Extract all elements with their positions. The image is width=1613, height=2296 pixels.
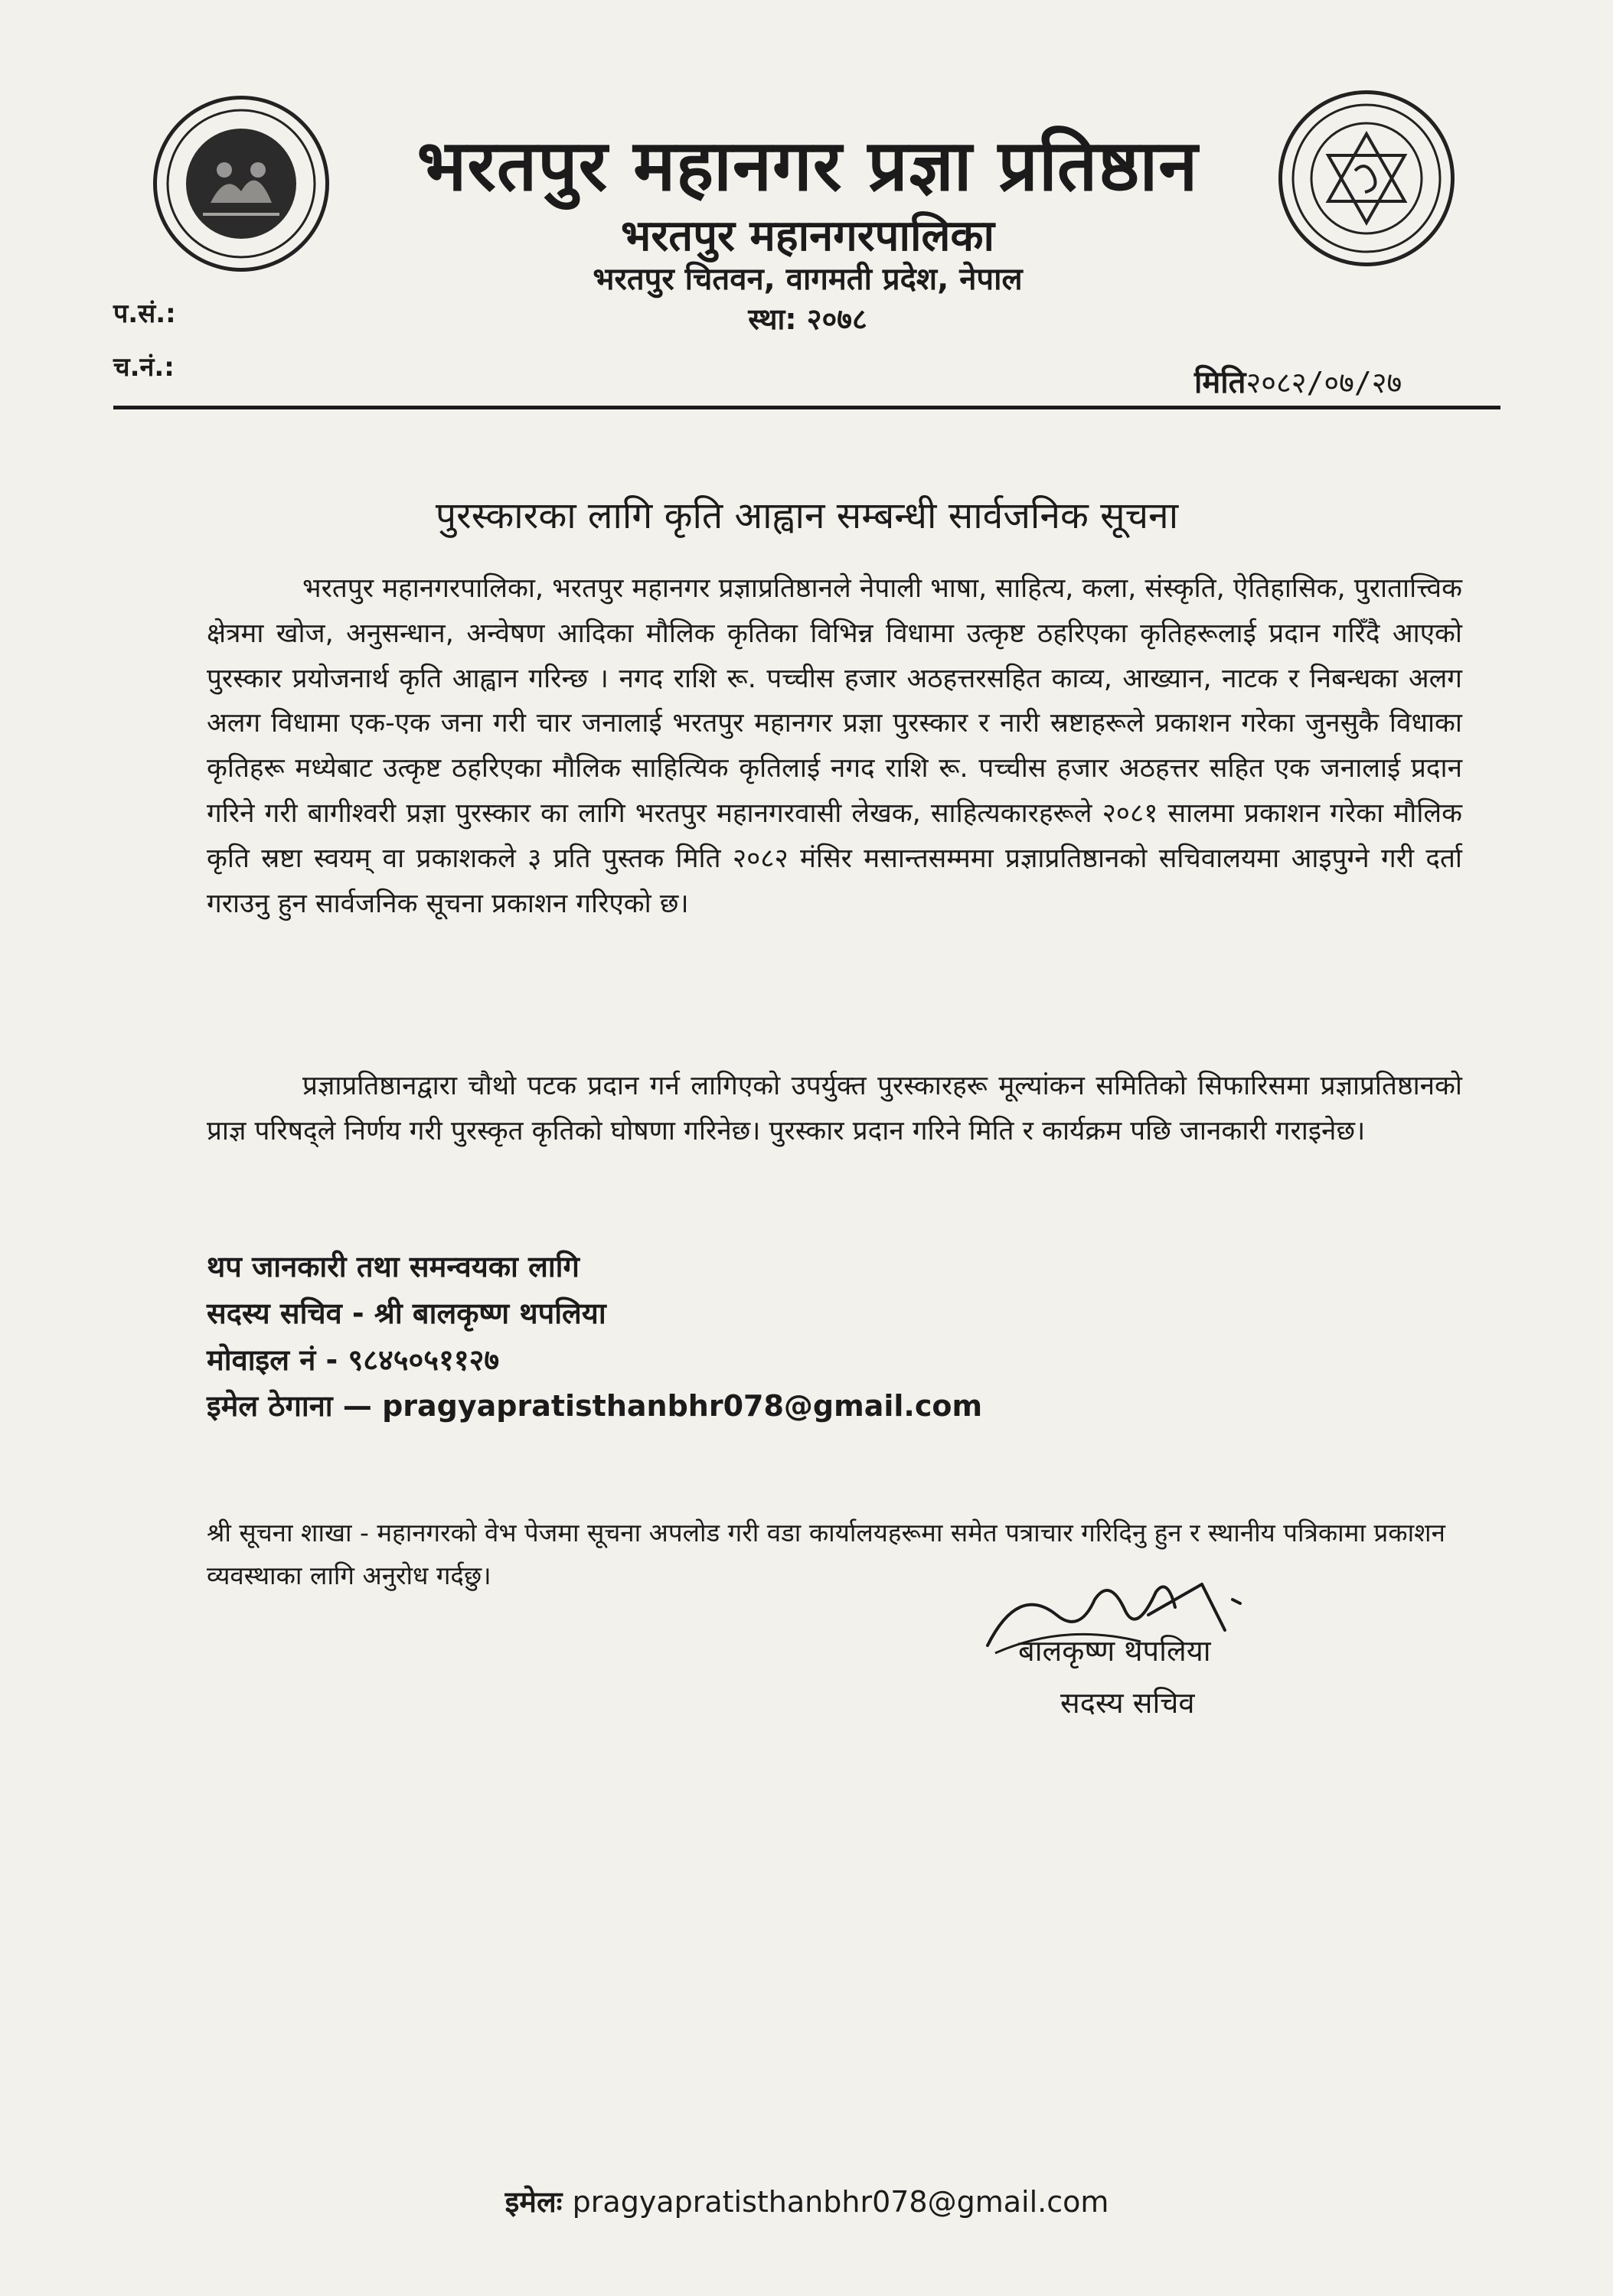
- header-divider: [113, 406, 1500, 409]
- contact-block: [207, 1244, 982, 1430]
- signatory-name: बालकृष्ण थपलिया: [1018, 1634, 1211, 1668]
- reference-number-label: प.सं.:: [113, 298, 176, 329]
- dispatch-number-label: च.नं.:: [113, 352, 175, 383]
- signatory-role: सदस्य सचिव: [1060, 1686, 1195, 1720]
- date-value: २०८२/०७/२७: [1246, 366, 1402, 400]
- footer-email: [113, 2181, 1500, 2221]
- established-year: स्था: २०७८: [748, 302, 867, 336]
- notice-paragraph-1: भरतपुर महानगरपालिका, भरतपुर महानगर प्रज्ञाप्रतिष्ठानले नेपाली भाषा, साहित्य, कला, संस्कृति, ऐतिहासिक, पुरातात्त्विक क्षेत्रमा खोज, अनुसन्धान, अन्वेषण आदिका मौलिक कृतिका विभिन्न विधामा उत्कृष्ट ठहरिएका कृतिहरूलाई प्रदान गरिँदै आएको पुरस्कार प्रयोजनार्थ कृति आह्वान गरिन्छ । नगद राशि रू. पच्चीस हजार अठहत्तरसहित काव्य, आख्यान, नाटक र निबन्धका अलग अलग विधामा एक-एक जना गरी चार जनालाई भरतपुर महानगर प्रज्ञा पुरस्कार र नारी स्रष्टाहरूले प्रकाशन गरेका जुनसुकै विधाका कृतिहरू मध्येबाट उत्कृष्ट ठहरिएका मौलिक साहित्यिक कृतिलाई नगद राशि रू. पच्चीस हजार अठहत्तर सहित एक जनालाई प्रदान गरिने गरी बागीश्वरी प्रज्ञा पुरस्कार का लागि भरतपुर महानगरवासी लेखक, साहित्यकारहरूले २०८१ सालमा प्रकाशन गरेका मौलिक कृति स्रष्टा स्वयम् वा प्रकाशकले ३ प्रति पुस्तक मिति २०८२ मंसिर मसान्तसम्ममा प्रज्ञाप्रतिष्ठानको सचिवालयमा आइपुग्ने गरी दर्ता गराउनु हुन सार्वजनिक सूचना प्रकाशन गरिएको छ।: [207, 573, 1462, 919]
- contact-mobile: मोवाइल नं - ९८४५०५११२७: [207, 1342, 500, 1377]
- contact-heading: थप जानकारी तथा समन्वयका लागि: [207, 1250, 580, 1283]
- municipality-name: भरतपुर महानगरपालिका: [621, 211, 994, 261]
- distribution-note: श्री सूचना शाखा - महानगरको वेभ पेजमा सूचना अपलोड गरी वडा कार्यालयहरूमा समेत पत्राचार गरिदिनु हुन र स्थानीय पत्रिकामा प्रकाशन व्यवस्थाका लागि अनुरोध गर्दछु।: [207, 1518, 1445, 1591]
- notice-paragraph-2: प्रज्ञाप्रतिष्ठानद्वारा चौथो पटक प्रदान गर्न लागिएको उपर्युक्त पुरस्कारहरू मूल्यांकन समितिको सिफारिसमा प्रज्ञाप्रतिष्ठानको प्राज्ञ परिषद्ले निर्णय गरी पुरस्कृत कृतिको घोषणा गरिनेछ। पुरस्कार प्रदान गरिने मिति र कार्यक्रम पछि जानकारी गराइनेछ।: [207, 1071, 1462, 1146]
- notice-title: पुरस्कारका लागि कृति आह्वान सम्बन्धी सार्वजनिक सूचना: [435, 494, 1179, 537]
- footer-email-label: इमेलः: [504, 2185, 563, 2219]
- contact-email: इमेल ठेगाना — pragyapratisthanbhr078@gmail.com: [207, 1389, 983, 1424]
- date-field: [1194, 360, 1402, 402]
- academy-seal-icon: [1278, 90, 1455, 266]
- date-label: मिति: [1194, 365, 1246, 400]
- footer-email-value: pragyapratisthanbhr078@gmail.com: [572, 2185, 1109, 2219]
- organization-address: भरतपुर चितवन, वागमती प्रदेश, नेपाल: [593, 262, 1023, 297]
- municipal-seal-icon: [153, 96, 329, 272]
- contact-secretary: सदस्य सचिव - श्री बालकृष्ण थपलिया: [207, 1296, 606, 1330]
- organization-title: भरतपुर महानगर प्रज्ञा प्रतिष्ठान: [416, 125, 1199, 207]
